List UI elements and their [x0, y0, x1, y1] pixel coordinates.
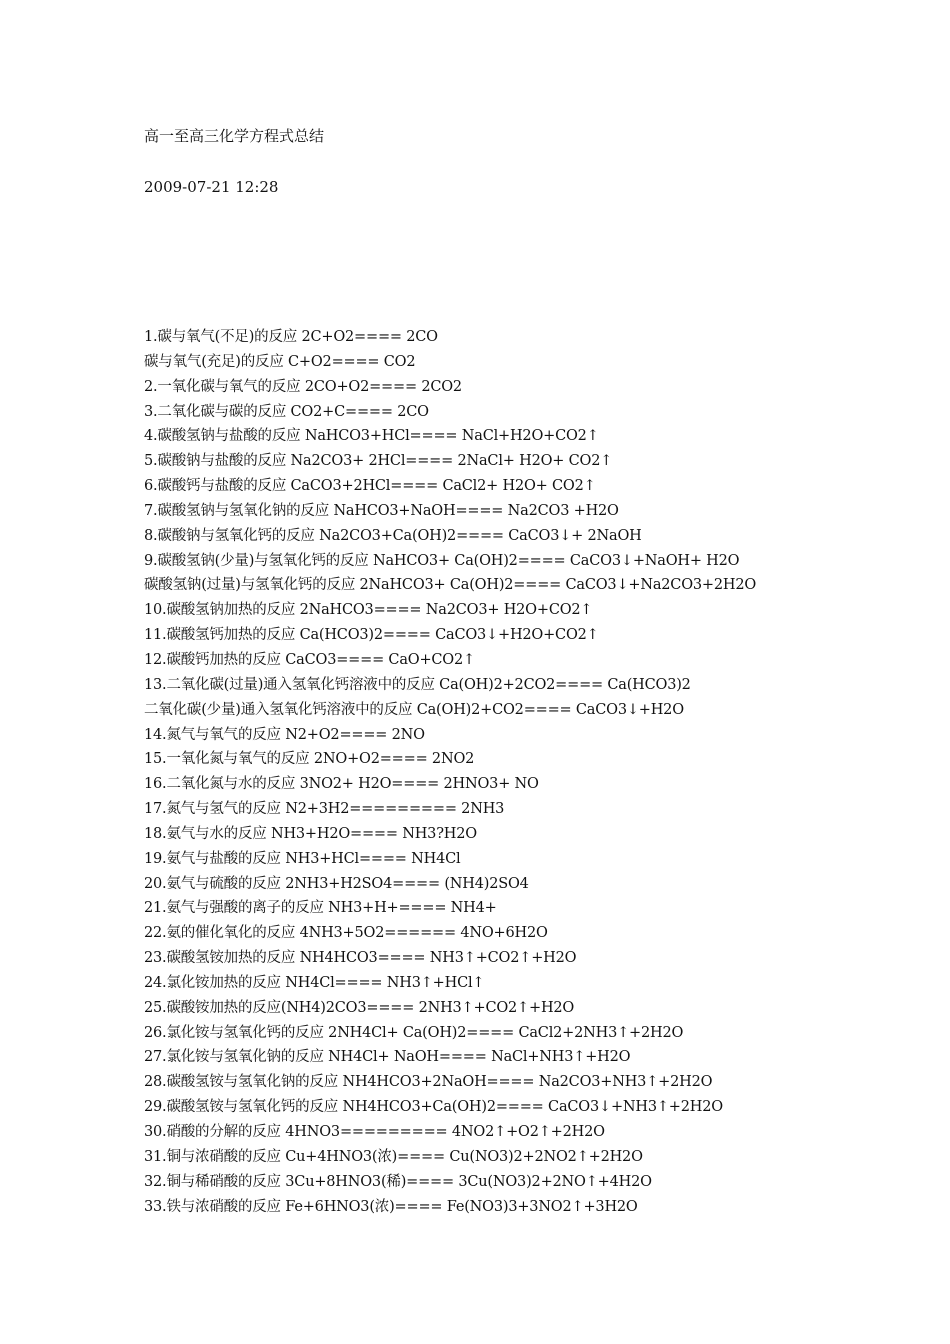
equation-line: 18.氨气与水的反应 NH3+H2O==== NH3?H2O [144, 825, 477, 842]
equation-line: 3.二氧化碳与碳的反应 CO2+C==== 2CO [144, 403, 429, 420]
equation-line: 19.氨气与盐酸的反应 NH3+HCl==== NH4Cl [144, 850, 461, 867]
equation-line: 24.氯化铵加热的反应 NH4Cl==== NH3↑+HCl↑ [144, 974, 485, 991]
equation-line: 10.碳酸氢钠加热的反应 2NaHCO3==== Na2CO3+ H2O+CO2↑ [144, 602, 593, 619]
equation-list [144, 325, 924, 1219]
equation-line: 12.碳酸钙加热的反应 CaCO3==== CaO+CO2↑ [144, 651, 475, 668]
equation-line: 碳酸氢钠(过量)与氢氧化钙的反应 2NaHCO3+ Ca(OH)2==== CaCO3↓+Na2CO3+2H2O [144, 577, 757, 594]
equation-line: 9.碳酸氢钠(少量)与氢氧化钙的反应 NaHCO3+ Ca(OH)2==== CaCO3↓+NaOH+ H2O [144, 552, 740, 569]
equation-line: 29.碳酸氢铵与氢氧化钙的反应 NH4HCO3+Ca(OH)2==== CaCO3↓+NH3↑+2H2O [144, 1099, 723, 1116]
equation-line: 14.氮气与氧气的反应 N2+O2==== 2NO [144, 726, 425, 743]
equation-line: 26.氯化铵与氢氧化钙的反应 2NH4Cl+ Ca(OH)2==== CaCl2+2NH3↑+2H2O [144, 1024, 684, 1041]
equation-line: 28.碳酸氢铵与氢氧化钠的反应 NH4HCO3+2NaOH==== Na2CO3+NH3↑+2H2O [144, 1074, 713, 1091]
equation-line: 17.氮气与氢气的反应 N2+3H2========= 2NH3 [144, 801, 505, 818]
equation-line: 32.铜与稀硝酸的反应 3Cu+8HNO3(稀)==== 3Cu(NO3)2+2NO↑+4H2O [144, 1173, 652, 1190]
equation-line: 5.碳酸钠与盐酸的反应 Na2CO3+ 2HCl==== 2NaCl+ H2O+ CO2↑ [144, 453, 613, 470]
equation-line: 25.碳酸铵加热的反应(NH4)2CO3==== 2NH3↑+CO2↑+H2O [144, 999, 575, 1016]
equation-line: 22.氨的催化氧化的反应 4NH3+5O2====== 4NO+6H2O [144, 925, 548, 942]
equation-line: 碳与氧气(充足)的反应 C+O2==== CO2 [144, 353, 416, 370]
equation-line: 二氧化碳(少量)通入氢氧化钙溶液中的反应 Ca(OH)2+CO2==== CaCO3↓+H2O [144, 701, 684, 718]
equation-line: 6.碳酸钙与盐酸的反应 CaCO3+2HCl==== CaCl2+ H2O+ CO2↑ [144, 478, 596, 495]
equation-line: 30.硝酸的分解的反应 4HNO3========= 4NO2↑+O2↑+2H2O [144, 1124, 605, 1140]
equation-line: 2.一氧化碳与氧气的反应 2CO+O2==== 2CO2 [144, 378, 462, 395]
equation-line: 7.碳酸氢钠与氢氧化钠的反应 NaHCO3+NaOH==== Na2CO3 +H2O [144, 502, 619, 519]
equation-line: 4.碳酸氢钠与盐酸的反应 NaHCO3+HCl==== NaCl+H2O+CO2↑ [144, 428, 599, 445]
equation-line: 15.一氧化氮与氧气的反应 2NO+O2==== 2NO2 [144, 751, 475, 768]
equation-line: 33.铁与浓硝酸的反应 Fe+6HNO3(浓)==== Fe(NO3)3+3NO2↑+3H2O [144, 1198, 638, 1215]
equation-line: 1.碳与氧气(不足)的反应 2C+O2==== 2CO [144, 329, 438, 345]
equation-line: 8.碳酸钠与氢氧化钙的反应 Na2CO3+Ca(OH)2==== CaCO3↓+ 2NaOH [144, 527, 642, 544]
equation-line: 11.碳酸氢钙加热的反应 Ca(HCO3)2==== CaCO3↓+H2O+CO2↑ [144, 627, 599, 644]
equation-line: 27.氯化铵与氢氧化钠的反应 NH4Cl+ NaOH==== NaCl+NH3↑+H2O [144, 1049, 631, 1066]
equation-line: 23.碳酸氢铵加热的反应 NH4HCO3==== NH3↑+CO2↑+H2O [144, 950, 577, 967]
document-title: 高一至高三化学方程式总结 [144, 127, 325, 145]
document-timestamp: 2009-07-21 12:28 [144, 178, 279, 196]
equation-line: 13.二氧化碳(过量)通入氢氧化钙溶液中的反应 Ca(OH)2+2CO2==== Ca(HCO3)2 [144, 676, 691, 693]
equation-line: 20.氨气与硫酸的反应 2NH3+H2SO4==== (NH4)2SO4 [144, 875, 529, 892]
equation-line: 31.铜与浓硝酸的反应 Cu+4HNO3(浓)==== Cu(NO3)2+2NO2↑+2H2O [144, 1148, 643, 1165]
equation-line: 21.氨气与强酸的离子的反应 NH3+H+==== NH4+ [144, 900, 497, 917]
equation-line: 16.二氧化氮与水的反应 3NO2+ H2O==== 2HNO3+ NO [144, 776, 539, 793]
